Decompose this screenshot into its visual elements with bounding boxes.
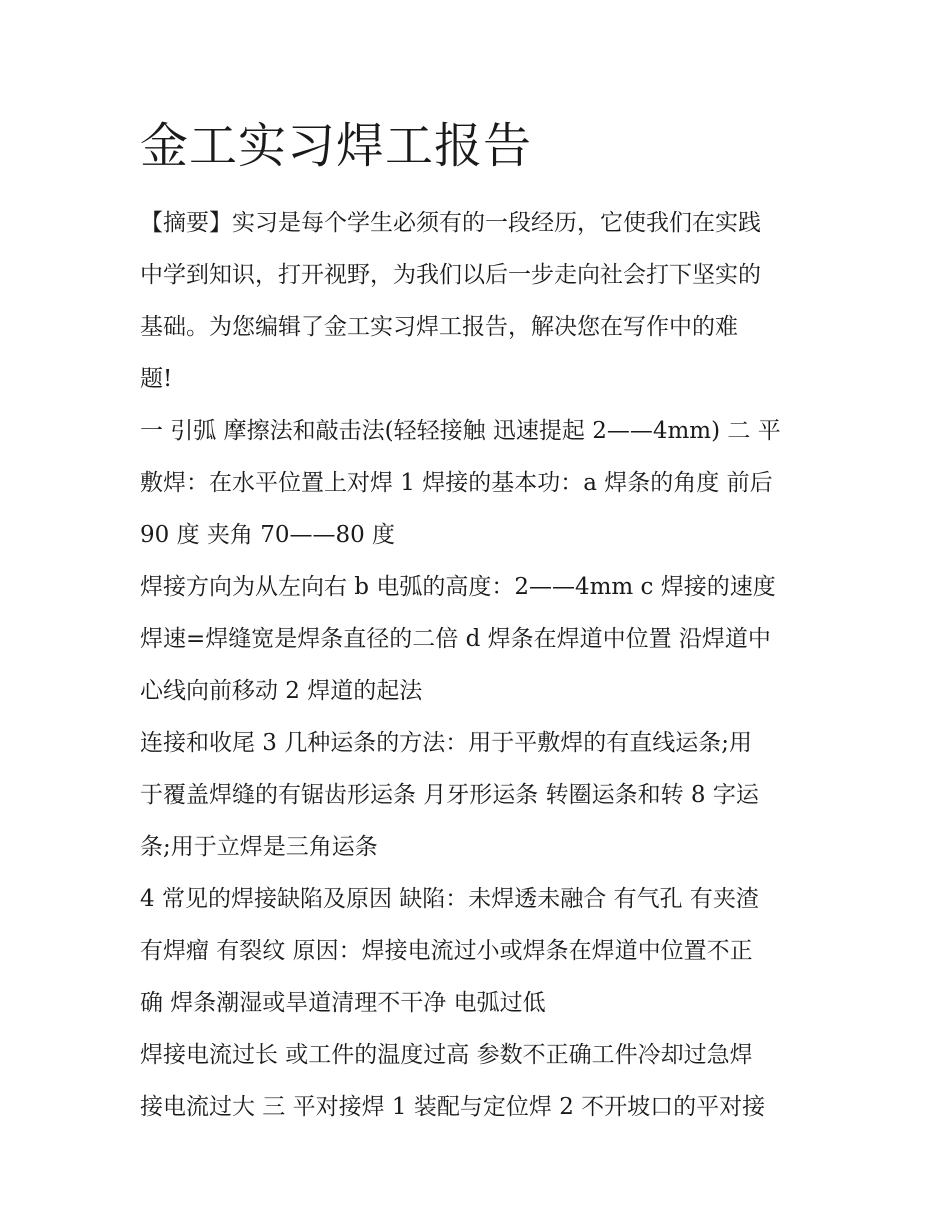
document-title: 金工实习焊工报告 [140, 118, 533, 174]
text-line: 连接和收尾 3 几种运条的方法：用于平敷焊的有直线运条;用 [140, 730, 753, 756]
document-body [140, 197, 820, 1133]
text-line: 接电流过大 三 平对接焊 1 装配与定位焊 2 不开坡口的平对接 [140, 1094, 766, 1120]
text-line: 焊速=焊缝宽是焊条直径的二倍 d 焊条在焊道中位置 沿焊道中 [140, 626, 771, 652]
text-line: 焊接电流过长 或工件的温度过高 参数不正确工件冷却过急焊 [140, 1042, 753, 1068]
text-line: 焊接方向为从左向右 b 电弧的高度：2——4mm c 焊接的速度 [140, 574, 776, 600]
text-line: 中学到知识，打开视野，为我们以后一步走向社会打下坚实的 [140, 262, 761, 288]
text-line: 条;用于立焊是三角运条 [140, 834, 378, 860]
text-line: 心线向前移动 2 焊道的起法 [140, 678, 423, 704]
text-line: 4 常见的焊接缺陷及原因 缺陷：未焊透未融合 有气孔 有夹渣 [140, 886, 759, 912]
text-line: 有焊瘤 有裂纹 原因：焊接电流过小或焊条在焊道中位置不正 [140, 938, 753, 964]
text-line: 题! [140, 366, 173, 392]
text-line: 基础。为您编辑了金工实习焊工报告，解决您在写作中的难 [140, 314, 738, 340]
text-line: 90 度 夹角 70——80 度 [140, 522, 396, 548]
text-line: 确 焊条潮湿或旱道清理不干净 电弧过低 [140, 990, 546, 1016]
text-line: 敷焊：在水平位置上对焊 1 焊接的基本功：a 焊条的角度 前后 [140, 470, 773, 496]
text-line: 于覆盖焊缝的有锯齿形运条 月牙形运条 转圈运条和转 8 字运 [140, 782, 759, 808]
text-line: 【摘要】实习是每个学生必须有的一段经历，它使我们在实践 [140, 210, 761, 236]
text-line: 一 引弧 摩擦法和敲击法(轻轻接触 迅速提起 2——4mm) 二 平 [140, 418, 781, 444]
